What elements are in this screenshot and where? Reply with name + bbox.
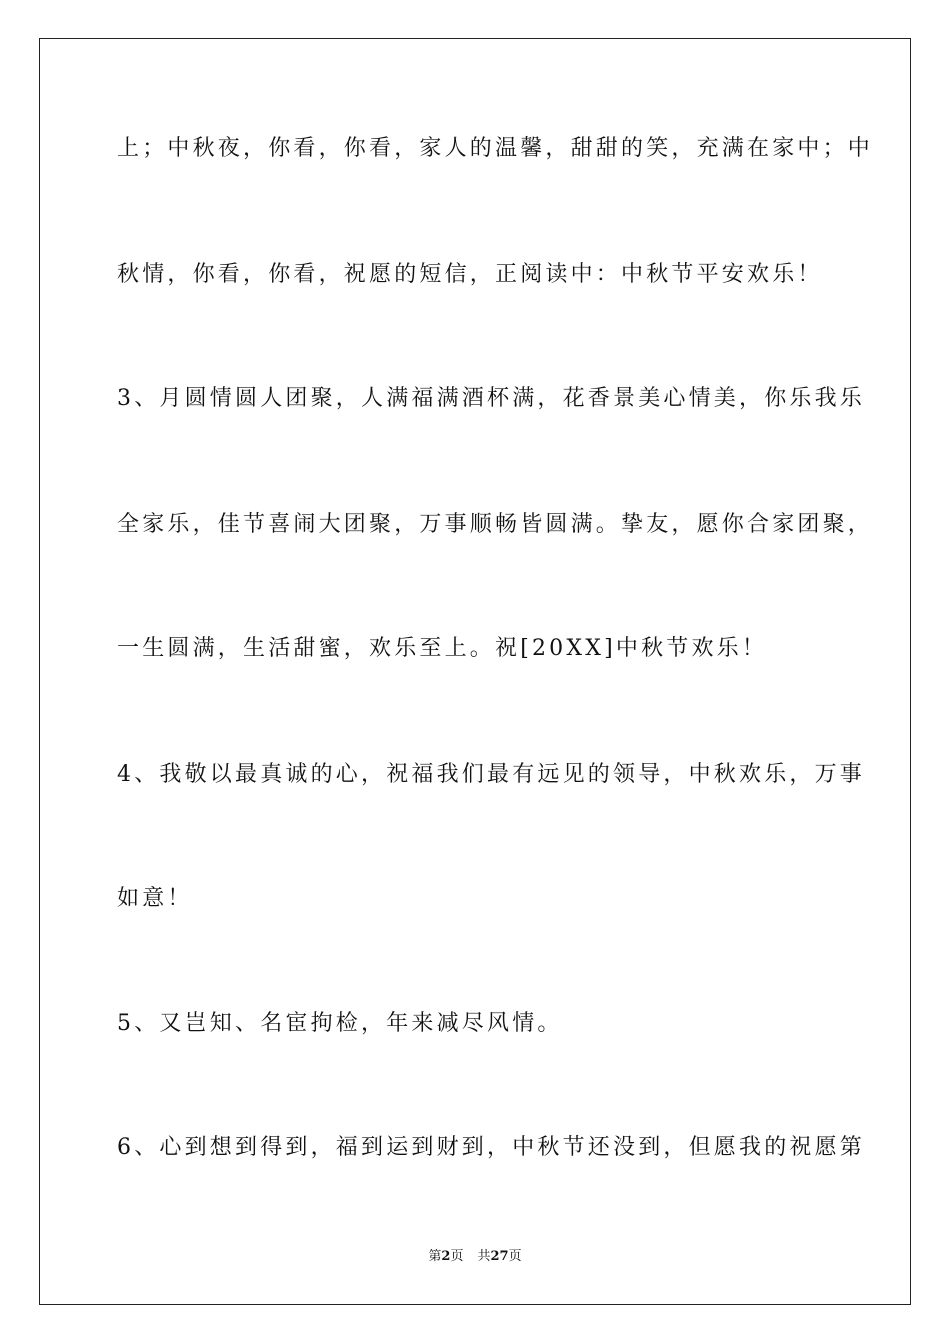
total-pages: 27 <box>490 1249 509 1264</box>
text-line-9: 6、心到想到得到，福到运到财到，中秋节还没到，但愿我的祝愿第 <box>117 1135 865 1160</box>
text-line-8: 5、又岂知、名宦拘检，年来减尽风情。 <box>117 1011 563 1036</box>
text-line-2: 秋情，你看，你看，祝愿的短信，正阅读中：中秋节平安欢乐！ <box>117 262 823 287</box>
text-line-1: 上；中秋夜，你看，你看，家人的温馨，甜甜的笑，充满在家中；中 <box>117 136 874 161</box>
page-suffix: 页 <box>450 1249 464 1264</box>
total-suffix: 页 <box>508 1249 522 1264</box>
page-frame <box>39 38 911 1305</box>
total-prefix: 共 <box>477 1249 491 1264</box>
page-number: 2 <box>441 1249 451 1264</box>
page-prefix: 第 <box>428 1249 442 1264</box>
text-line-4: 全家乐，佳节喜闹大团聚，万事顺畅皆圆满。挚友，愿你合家团聚， <box>117 512 874 537</box>
text-line-5: 一生圆满，生活甜蜜，欢乐至上。祝[20XX]中秋节欢乐！ <box>117 636 768 661</box>
page-footer <box>0 1249 950 1265</box>
text-line-6: 4、我敬以最真诚的心，祝福我们最有远见的领导，中秋欢乐，万事 <box>117 762 865 787</box>
text-line-3: 3、月圆情圆人团聚，人满福满酒杯满，花香景美心情美，你乐我乐 <box>117 386 865 411</box>
text-line-7: 如意！ <box>117 886 193 911</box>
